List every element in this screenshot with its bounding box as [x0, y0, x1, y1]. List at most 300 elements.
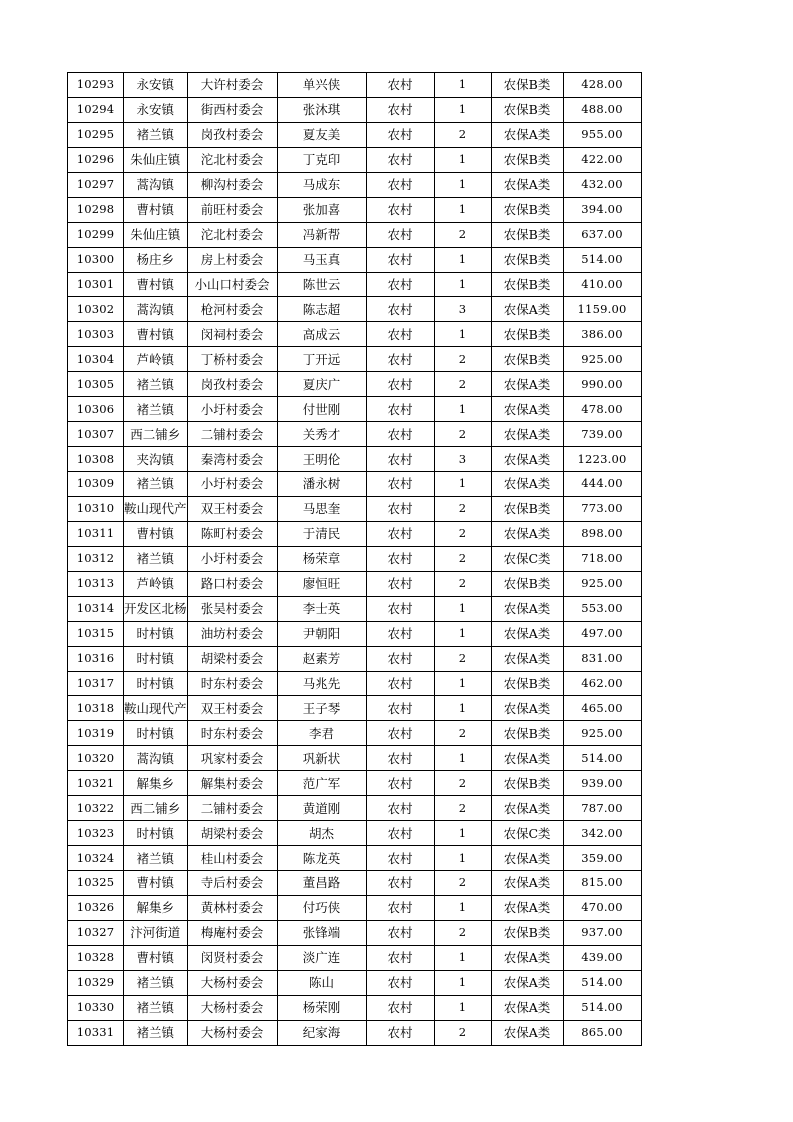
village-cell: 张吴村委会 — [187, 596, 277, 621]
town-cell: 褚兰镇 — [124, 122, 188, 147]
village-cell: 黄林村委会 — [187, 895, 277, 920]
household-size-cell: 2 — [434, 871, 491, 896]
village-cell: 柳沟村委会 — [187, 172, 277, 197]
insurance-class-cell: 农保A类 — [491, 696, 563, 721]
record-id-cell: 10301 — [68, 272, 124, 297]
insurance-class-cell: 农保A类 — [491, 895, 563, 920]
insurance-class-cell: 农保A类 — [491, 1020, 563, 1045]
record-id-cell: 10316 — [68, 646, 124, 671]
town-cell: 褚兰镇 — [124, 995, 188, 1020]
table-row — [68, 671, 642, 696]
village-cell: 岗孜村委会 — [187, 122, 277, 147]
area-type-cell: 农村 — [366, 895, 434, 920]
area-type-cell: 农村 — [366, 920, 434, 945]
name-cell: 陈世云 — [277, 272, 366, 297]
roster-table — [67, 72, 642, 1046]
amount-cell: 439.00 — [563, 945, 641, 970]
town-cell: 鞍山现代产 — [124, 696, 188, 721]
name-cell: 黄道刚 — [277, 796, 366, 821]
household-size-cell: 2 — [434, 496, 491, 521]
household-size-cell: 2 — [434, 372, 491, 397]
town-cell: 曹村镇 — [124, 322, 188, 347]
area-type-cell: 农村 — [366, 122, 434, 147]
record-id-cell: 10315 — [68, 621, 124, 646]
table-row — [68, 122, 642, 147]
area-type-cell: 农村 — [366, 521, 434, 546]
record-id-cell: 10298 — [68, 197, 124, 222]
town-cell: 芦岭镇 — [124, 347, 188, 372]
insurance-class-cell: 农保A类 — [491, 646, 563, 671]
area-type-cell: 农村 — [366, 496, 434, 521]
table-row — [68, 297, 642, 322]
name-cell: 马玉真 — [277, 247, 366, 272]
record-id-cell: 10295 — [68, 122, 124, 147]
amount-cell: 444.00 — [563, 472, 641, 497]
table-row — [68, 721, 642, 746]
town-cell: 开发区北杨 — [124, 596, 188, 621]
table-row — [68, 322, 642, 347]
village-cell: 陈町村委会 — [187, 521, 277, 546]
record-id-cell: 10297 — [68, 172, 124, 197]
name-cell: 李士英 — [277, 596, 366, 621]
insurance-class-cell: 农保A类 — [491, 447, 563, 472]
insurance-class-cell: 农保B类 — [491, 97, 563, 122]
amount-cell: 497.00 — [563, 621, 641, 646]
record-id-cell: 10305 — [68, 372, 124, 397]
name-cell: 张锋端 — [277, 920, 366, 945]
town-cell: 蒿沟镇 — [124, 746, 188, 771]
town-cell: 褚兰镇 — [124, 970, 188, 995]
name-cell: 丁开远 — [277, 347, 366, 372]
household-size-cell: 2 — [434, 546, 491, 571]
name-cell: 关秀才 — [277, 422, 366, 447]
table-row — [68, 746, 642, 771]
record-id-cell: 10320 — [68, 746, 124, 771]
household-size-cell: 1 — [434, 147, 491, 172]
record-id-cell: 10314 — [68, 596, 124, 621]
record-id-cell: 10300 — [68, 247, 124, 272]
area-type-cell: 农村 — [366, 571, 434, 596]
area-type-cell: 农村 — [366, 796, 434, 821]
town-cell: 曹村镇 — [124, 521, 188, 546]
record-id-cell: 10293 — [68, 73, 124, 98]
amount-cell: 359.00 — [563, 846, 641, 871]
area-type-cell: 农村 — [366, 422, 434, 447]
amount-cell: 470.00 — [563, 895, 641, 920]
village-cell: 胡梁村委会 — [187, 821, 277, 846]
record-id-cell: 10329 — [68, 970, 124, 995]
amount-cell: 514.00 — [563, 247, 641, 272]
name-cell: 马成东 — [277, 172, 366, 197]
household-size-cell: 1 — [434, 945, 491, 970]
insurance-class-cell: 农保B类 — [491, 147, 563, 172]
household-size-cell: 2 — [434, 347, 491, 372]
name-cell: 杨荣章 — [277, 546, 366, 571]
village-cell: 路口村委会 — [187, 571, 277, 596]
village-cell: 油坊村委会 — [187, 621, 277, 646]
village-cell: 沱北村委会 — [187, 222, 277, 247]
town-cell: 蒿沟镇 — [124, 297, 188, 322]
village-cell: 寺后村委会 — [187, 871, 277, 896]
name-cell: 张加喜 — [277, 197, 366, 222]
area-type-cell: 农村 — [366, 197, 434, 222]
amount-cell: 342.00 — [563, 821, 641, 846]
amount-cell: 773.00 — [563, 496, 641, 521]
table-row — [68, 871, 642, 896]
household-size-cell: 2 — [434, 571, 491, 596]
name-cell: 范广军 — [277, 771, 366, 796]
record-id-cell: 10308 — [68, 447, 124, 472]
area-type-cell: 农村 — [366, 472, 434, 497]
table-row — [68, 272, 642, 297]
amount-cell: 1223.00 — [563, 447, 641, 472]
town-cell: 褚兰镇 — [124, 397, 188, 422]
area-type-cell: 农村 — [366, 447, 434, 472]
household-size-cell: 2 — [434, 721, 491, 746]
village-cell: 双王村委会 — [187, 696, 277, 721]
village-cell: 前旺村委会 — [187, 197, 277, 222]
record-id-cell: 10321 — [68, 771, 124, 796]
area-type-cell: 农村 — [366, 372, 434, 397]
amount-cell: 787.00 — [563, 796, 641, 821]
household-size-cell: 2 — [434, 1020, 491, 1045]
name-cell: 巩新状 — [277, 746, 366, 771]
town-cell: 杨庄乡 — [124, 247, 188, 272]
village-cell: 小圩村委会 — [187, 472, 277, 497]
household-size-cell: 1 — [434, 397, 491, 422]
amount-cell: 514.00 — [563, 970, 641, 995]
record-id-cell: 10311 — [68, 521, 124, 546]
insurance-class-cell: 农保A类 — [491, 297, 563, 322]
area-type-cell: 农村 — [366, 97, 434, 122]
amount-cell: 815.00 — [563, 871, 641, 896]
household-size-cell: 2 — [434, 422, 491, 447]
household-size-cell: 2 — [434, 920, 491, 945]
table-row — [68, 796, 642, 821]
village-cell: 大杨村委会 — [187, 995, 277, 1020]
insurance-class-cell: 农保A类 — [491, 970, 563, 995]
insurance-class-cell: 农保B类 — [491, 222, 563, 247]
town-cell: 时村镇 — [124, 821, 188, 846]
amount-cell: 925.00 — [563, 721, 641, 746]
village-cell: 梅庵村委会 — [187, 920, 277, 945]
village-cell: 双王村委会 — [187, 496, 277, 521]
town-cell: 永安镇 — [124, 73, 188, 98]
insurance-class-cell: 农保A类 — [491, 746, 563, 771]
amount-cell: 432.00 — [563, 172, 641, 197]
record-id-cell: 10322 — [68, 796, 124, 821]
area-type-cell: 农村 — [366, 546, 434, 571]
record-id-cell: 10330 — [68, 995, 124, 1020]
town-cell: 西二铺乡 — [124, 796, 188, 821]
area-type-cell: 农村 — [366, 945, 434, 970]
town-cell: 蒿沟镇 — [124, 172, 188, 197]
insurance-class-cell: 农保A类 — [491, 846, 563, 871]
amount-cell: 955.00 — [563, 122, 641, 147]
table-row — [68, 97, 642, 122]
name-cell: 陈志超 — [277, 297, 366, 322]
name-cell: 张沐琪 — [277, 97, 366, 122]
table-row — [68, 472, 642, 497]
town-cell: 西二铺乡 — [124, 422, 188, 447]
area-type-cell: 农村 — [366, 671, 434, 696]
insurance-class-cell: 农保A类 — [491, 521, 563, 546]
amount-cell: 831.00 — [563, 646, 641, 671]
area-type-cell: 农村 — [366, 272, 434, 297]
insurance-class-cell: 农保B类 — [491, 671, 563, 696]
table-row — [68, 571, 642, 596]
record-id-cell: 10296 — [68, 147, 124, 172]
household-size-cell: 1 — [434, 472, 491, 497]
record-id-cell: 10309 — [68, 472, 124, 497]
amount-cell: 462.00 — [563, 671, 641, 696]
town-cell: 夹沟镇 — [124, 447, 188, 472]
town-cell: 褚兰镇 — [124, 372, 188, 397]
record-id-cell: 10325 — [68, 871, 124, 896]
town-cell: 褚兰镇 — [124, 1020, 188, 1045]
name-cell: 胡杰 — [277, 821, 366, 846]
table-row — [68, 73, 642, 98]
insurance-class-cell: 农保A类 — [491, 172, 563, 197]
table-row — [68, 846, 642, 871]
insurance-class-cell: 农保B类 — [491, 322, 563, 347]
household-size-cell: 1 — [434, 846, 491, 871]
insurance-class-cell: 农保B类 — [491, 347, 563, 372]
household-size-cell: 1 — [434, 671, 491, 696]
town-cell: 朱仙庄镇 — [124, 147, 188, 172]
area-type-cell: 农村 — [366, 846, 434, 871]
village-cell: 胡梁村委会 — [187, 646, 277, 671]
village-cell: 大杨村委会 — [187, 1020, 277, 1045]
amount-cell: 478.00 — [563, 397, 641, 422]
insurance-class-cell: 农保B类 — [491, 721, 563, 746]
record-id-cell: 10327 — [68, 920, 124, 945]
insurance-class-cell: 农保A类 — [491, 372, 563, 397]
table-row — [68, 372, 642, 397]
insurance-class-cell: 农保A类 — [491, 796, 563, 821]
town-cell: 曹村镇 — [124, 272, 188, 297]
amount-cell: 514.00 — [563, 995, 641, 1020]
amount-cell: 488.00 — [563, 97, 641, 122]
record-id-cell: 10313 — [68, 571, 124, 596]
name-cell: 高成云 — [277, 322, 366, 347]
village-cell: 房上村委会 — [187, 247, 277, 272]
table-row — [68, 496, 642, 521]
name-cell: 纪家海 — [277, 1020, 366, 1045]
name-cell: 赵素芳 — [277, 646, 366, 671]
amount-cell: 718.00 — [563, 546, 641, 571]
amount-cell: 514.00 — [563, 746, 641, 771]
amount-cell: 937.00 — [563, 920, 641, 945]
insurance-class-cell: 农保A类 — [491, 945, 563, 970]
area-type-cell: 农村 — [366, 596, 434, 621]
insurance-class-cell: 农保B类 — [491, 247, 563, 272]
insurance-class-cell: 农保A类 — [491, 995, 563, 1020]
insurance-class-cell: 农保A类 — [491, 596, 563, 621]
amount-cell: 865.00 — [563, 1020, 641, 1045]
household-size-cell: 2 — [434, 771, 491, 796]
amount-cell: 386.00 — [563, 322, 641, 347]
amount-cell: 422.00 — [563, 147, 641, 172]
name-cell: 杨荣刚 — [277, 995, 366, 1020]
area-type-cell: 农村 — [366, 347, 434, 372]
record-id-cell: 10299 — [68, 222, 124, 247]
town-cell: 解集乡 — [124, 895, 188, 920]
record-id-cell: 10328 — [68, 945, 124, 970]
name-cell: 单兴侠 — [277, 73, 366, 98]
insurance-class-cell: 农保A类 — [491, 871, 563, 896]
insurance-class-cell: 农保A类 — [491, 472, 563, 497]
household-size-cell: 1 — [434, 621, 491, 646]
village-cell: 沱北村委会 — [187, 147, 277, 172]
village-cell: 岗孜村委会 — [187, 372, 277, 397]
name-cell: 马兆先 — [277, 671, 366, 696]
household-size-cell: 3 — [434, 297, 491, 322]
town-cell: 曹村镇 — [124, 871, 188, 896]
household-size-cell: 2 — [434, 222, 491, 247]
insurance-class-cell: 农保A类 — [491, 122, 563, 147]
name-cell: 夏庆广 — [277, 372, 366, 397]
amount-cell: 465.00 — [563, 696, 641, 721]
town-cell: 时村镇 — [124, 721, 188, 746]
village-cell: 小山口村委会 — [187, 272, 277, 297]
village-cell: 大杨村委会 — [187, 970, 277, 995]
household-size-cell: 1 — [434, 821, 491, 846]
amount-cell: 939.00 — [563, 771, 641, 796]
table-row — [68, 447, 642, 472]
household-size-cell: 1 — [434, 197, 491, 222]
household-size-cell: 1 — [434, 272, 491, 297]
name-cell: 董昌路 — [277, 871, 366, 896]
village-cell: 枪河村委会 — [187, 297, 277, 322]
record-id-cell: 10304 — [68, 347, 124, 372]
town-cell: 褚兰镇 — [124, 472, 188, 497]
village-cell: 闵贤村委会 — [187, 945, 277, 970]
amount-cell: 898.00 — [563, 521, 641, 546]
household-size-cell: 1 — [434, 247, 491, 272]
area-type-cell: 农村 — [366, 621, 434, 646]
insurance-class-cell: 农保B类 — [491, 920, 563, 945]
table-row — [68, 521, 642, 546]
insurance-class-cell: 农保B类 — [491, 197, 563, 222]
area-type-cell: 农村 — [366, 322, 434, 347]
village-cell: 大许村委会 — [187, 73, 277, 98]
amount-cell: 1159.00 — [563, 297, 641, 322]
town-cell: 曹村镇 — [124, 945, 188, 970]
village-cell: 小圩村委会 — [187, 546, 277, 571]
area-type-cell: 农村 — [366, 821, 434, 846]
area-type-cell: 农村 — [366, 1020, 434, 1045]
table-row — [68, 696, 642, 721]
name-cell: 王明伦 — [277, 447, 366, 472]
record-id-cell: 10294 — [68, 97, 124, 122]
table-row — [68, 222, 642, 247]
village-cell: 小圩村委会 — [187, 397, 277, 422]
name-cell: 马思奎 — [277, 496, 366, 521]
name-cell: 付世刚 — [277, 397, 366, 422]
name-cell: 付巧侠 — [277, 895, 366, 920]
area-type-cell: 农村 — [366, 73, 434, 98]
household-size-cell: 2 — [434, 796, 491, 821]
name-cell: 陈龙英 — [277, 846, 366, 871]
record-id-cell: 10319 — [68, 721, 124, 746]
name-cell: 廖恒旺 — [277, 571, 366, 596]
record-id-cell: 10310 — [68, 496, 124, 521]
household-size-cell: 2 — [434, 122, 491, 147]
village-cell: 二铺村委会 — [187, 796, 277, 821]
insurance-class-cell: 农保C类 — [491, 821, 563, 846]
town-cell: 褚兰镇 — [124, 546, 188, 571]
record-id-cell: 10331 — [68, 1020, 124, 1045]
household-size-cell: 1 — [434, 696, 491, 721]
name-cell: 陈山 — [277, 970, 366, 995]
household-size-cell: 3 — [434, 447, 491, 472]
insurance-class-cell: 农保C类 — [491, 546, 563, 571]
record-id-cell: 10326 — [68, 895, 124, 920]
table-row — [68, 895, 642, 920]
area-type-cell: 农村 — [366, 696, 434, 721]
area-type-cell: 农村 — [366, 871, 434, 896]
insurance-class-cell: 农保B类 — [491, 272, 563, 297]
village-cell: 丁桥村委会 — [187, 347, 277, 372]
table-row — [68, 347, 642, 372]
town-cell: 朱仙庄镇 — [124, 222, 188, 247]
area-type-cell: 农村 — [366, 995, 434, 1020]
table-row — [68, 422, 642, 447]
insurance-class-cell: 农保B类 — [491, 73, 563, 98]
town-cell: 褚兰镇 — [124, 846, 188, 871]
area-type-cell: 农村 — [366, 147, 434, 172]
village-cell: 桂山村委会 — [187, 846, 277, 871]
record-id-cell: 10306 — [68, 397, 124, 422]
village-cell: 时东村委会 — [187, 721, 277, 746]
insurance-class-cell: 农保B类 — [491, 496, 563, 521]
area-type-cell: 农村 — [366, 771, 434, 796]
table-row — [68, 920, 642, 945]
table-row — [68, 970, 642, 995]
area-type-cell: 农村 — [366, 746, 434, 771]
table-row — [68, 995, 642, 1020]
insurance-class-cell: 农保B类 — [491, 771, 563, 796]
table-row — [68, 1020, 642, 1045]
town-cell: 鞍山现代产 — [124, 496, 188, 521]
town-cell: 时村镇 — [124, 646, 188, 671]
insurance-class-cell: 农保A类 — [491, 397, 563, 422]
table-row — [68, 621, 642, 646]
insurance-class-cell: 农保A类 — [491, 621, 563, 646]
household-size-cell: 2 — [434, 521, 491, 546]
table-row — [68, 197, 642, 222]
amount-cell: 428.00 — [563, 73, 641, 98]
record-id-cell: 10323 — [68, 821, 124, 846]
table-row — [68, 397, 642, 422]
amount-cell: 410.00 — [563, 272, 641, 297]
village-cell: 时东村委会 — [187, 671, 277, 696]
record-id-cell: 10307 — [68, 422, 124, 447]
area-type-cell: 农村 — [366, 222, 434, 247]
area-type-cell: 农村 — [366, 646, 434, 671]
table-row — [68, 945, 642, 970]
name-cell: 潘永树 — [277, 472, 366, 497]
town-cell: 解集乡 — [124, 771, 188, 796]
household-size-cell: 1 — [434, 596, 491, 621]
name-cell: 于清民 — [277, 521, 366, 546]
area-type-cell: 农村 — [366, 247, 434, 272]
town-cell: 时村镇 — [124, 671, 188, 696]
amount-cell: 553.00 — [563, 596, 641, 621]
record-id-cell: 10324 — [68, 846, 124, 871]
household-size-cell: 1 — [434, 895, 491, 920]
